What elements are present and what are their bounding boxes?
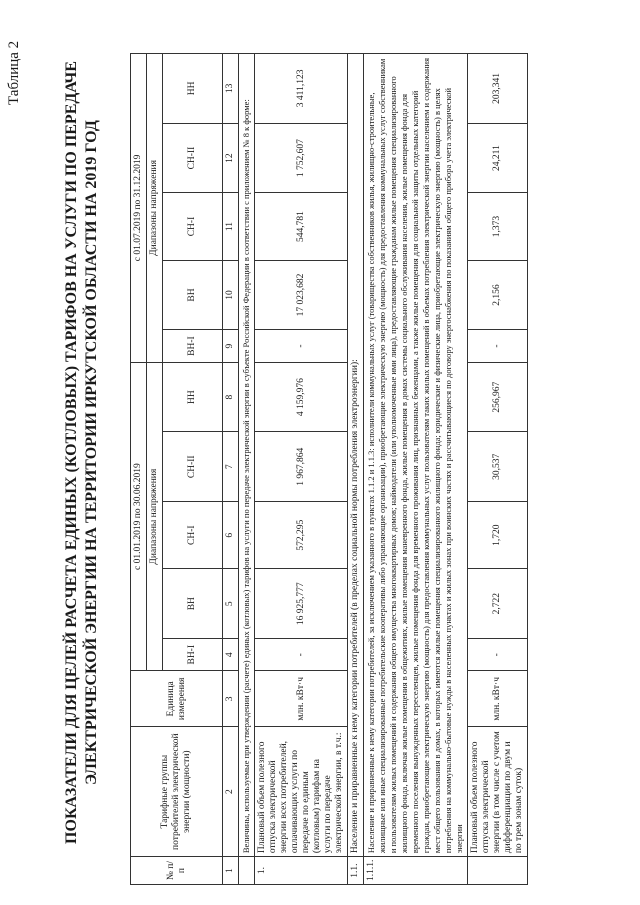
- header-row-1: [131, 54, 147, 885]
- header-v: ВН-I: [163, 330, 223, 362]
- col-number: 1: [223, 857, 239, 885]
- col-number: 9: [223, 330, 239, 362]
- row-num: 1.: [255, 857, 348, 885]
- table-number: Таблица 2: [6, 40, 22, 105]
- value-cell: 1 967,864: [255, 432, 348, 502]
- row-text: Население и приравненные к нему категории потребителей (в пределах социальной нормы потребления электроэнергии):: [348, 54, 364, 857]
- header-v: ВН-I: [163, 639, 223, 671]
- header-group: Тарифные группы потребителей электрической энергии (мощности): [131, 727, 223, 857]
- value-cell: -: [468, 639, 528, 671]
- value-cell: 1,373: [468, 193, 528, 260]
- col-number: 11: [223, 193, 239, 260]
- col-number: 10: [223, 260, 239, 330]
- tariff-table: [130, 53, 528, 885]
- header-v: ВН: [163, 260, 223, 330]
- header-unit: Единица измерения: [131, 671, 223, 727]
- header-v: СН-I: [163, 502, 223, 569]
- row-num: 1.1.1.: [364, 857, 468, 885]
- value-cell: 16 925,777: [255, 569, 348, 639]
- value-cell: 544,781: [255, 193, 348, 260]
- value-cell: 3 411,123: [255, 54, 348, 124]
- table-row-1: [255, 54, 348, 885]
- value-cell: -: [468, 330, 528, 362]
- header-num: № п/п: [131, 857, 223, 885]
- value-cell: 4 159,976: [255, 362, 348, 432]
- header-v: НН: [163, 362, 223, 432]
- col-number: 2: [223, 727, 239, 857]
- header-v: СН-II: [163, 432, 223, 502]
- row-num: 1.1.: [348, 857, 364, 885]
- header-v: НН: [163, 54, 223, 124]
- value-cell: 1 752,607: [255, 123, 348, 193]
- header-v: СН-I: [163, 193, 223, 260]
- intro-text: Величины, используемые при утверждении (расчете) единых (котловых) тарифов на услуги по передаче электрической энергии в субъекте Российской Федерации в соответствии с приложением № 8 к форме:: [239, 54, 255, 857]
- col-number: 6: [223, 502, 239, 569]
- value-cell: 1,720: [468, 502, 528, 569]
- row-unit: млн. кВт·ч: [468, 671, 528, 727]
- value-cell: 572,295: [255, 502, 348, 569]
- title-line-2: ЭЛЕКТРИЧЕСКОЙ ЭНЕРГИИ НА ТЕРРИТОРИИ ИРКУТСКОЙ ОБЛАСТИ НА 2019 ГОД: [83, 120, 100, 785]
- col-number: 13: [223, 54, 239, 124]
- value-cell: 2,156: [468, 260, 528, 330]
- document-title: [62, 35, 102, 870]
- row-text: Население и приравненные к нему категории потребителей, за исключением указанного в пунктах 1.1.2 и 1.1.3: исполнители коммунальных услуг (товарищества собственников жилья, жилищно-строительные, жилищные или иные специализированные потребительские кооперативы либо управляющие организации), приобретающие электрическую энергию (мощность) для предоставления коммунальных услуг собственникам и пользователям жилых помещений и содержания общего имущества многоквартирных домов; наймодатели (или уполномоченные ими лица), предоставляющие гражданам жилые помещения специализированного жилищного фонда, включая жилые помещения в общежитиях, жилые помещения маневренного фонда, жилые помещения в домах системы социального обслуживания населения, жилые помещения фонда для временного поселения вынужденных переселенцев, жилые помещения фонда для временного проживания лиц, признанных беженцами, а также жилые помещения для социальной защиты отдельных категорий граждан, приобретающие электрическую энергию (мощность) для предоставления коммунальных услуг пользователям таких жилых помещений в объемах потребления электрической энергии населением и содержания мест общего пользования в домах, в которых имеются жилые помещения специализированного жилищного фонда; юридические и физические лица, приобретающие электрическую энергию (мощность) в целях потребления на коммунально-бытовые нужды в населенных пунктах и жилых зонах при воинских частях и рассчитывающиеся по договору энергоснабжения по показаниям общего прибора учета электрической энергии: [364, 54, 468, 857]
- col-number: 12: [223, 123, 239, 193]
- row-name: Плановый объем полезного отпуска электрической энергии всех потребителей, оплачивающих услуги по передаче по единым (котловым) тарифам на услуги по передаче электрической энергии, в т.ч.:: [255, 727, 348, 857]
- header-voltage-2: Диапазоны напряжения: [147, 54, 163, 363]
- title-line-1: ПОКАЗАТЕЛИ ДЛЯ ЦЕЛЕЙ РАСЧЕТА ЕДИНЫХ (КОТЛОВЫХ) ТАРИФОВ НА УСЛУГИ ПО ПЕРЕДАЧЕ: [63, 61, 80, 844]
- col-number: 7: [223, 432, 239, 502]
- value-cell: -: [255, 330, 348, 362]
- col-number: 3: [223, 671, 239, 727]
- header-v: ВН: [163, 569, 223, 639]
- col-number: 8: [223, 362, 239, 432]
- value-cell: 24,211: [468, 123, 528, 193]
- value-cell: 256,967: [468, 362, 528, 432]
- header-period-1: с 01.01.2019 по 30.06.2019: [131, 362, 147, 671]
- value-cell: -: [255, 639, 348, 671]
- row-name: Плановый объем полезного отпуска электрической энергии (в том числе с учетом дифференциации по двум и по трем зонам суток): [468, 727, 528, 857]
- column-number-row: [223, 54, 239, 885]
- value-cell: 17 023,682: [255, 260, 348, 330]
- col-number: 4: [223, 639, 239, 671]
- intro-row: [239, 54, 255, 885]
- header-period-2: с 01.07.2019 по 31.12.2019: [131, 54, 147, 363]
- table-row-volume: [468, 54, 528, 885]
- header-v: СН-II: [163, 123, 223, 193]
- header-voltage-1: Диапазоны напряжения: [147, 362, 163, 671]
- table-row-1-1: [348, 54, 364, 885]
- value-cell: 2,722: [468, 569, 528, 639]
- value-cell: 30,537: [468, 432, 528, 502]
- col-number: 5: [223, 569, 239, 639]
- row-unit: млн. кВт·ч: [255, 671, 348, 727]
- value-cell: 203,341: [468, 54, 528, 124]
- table-row-1-1-1: [364, 54, 468, 885]
